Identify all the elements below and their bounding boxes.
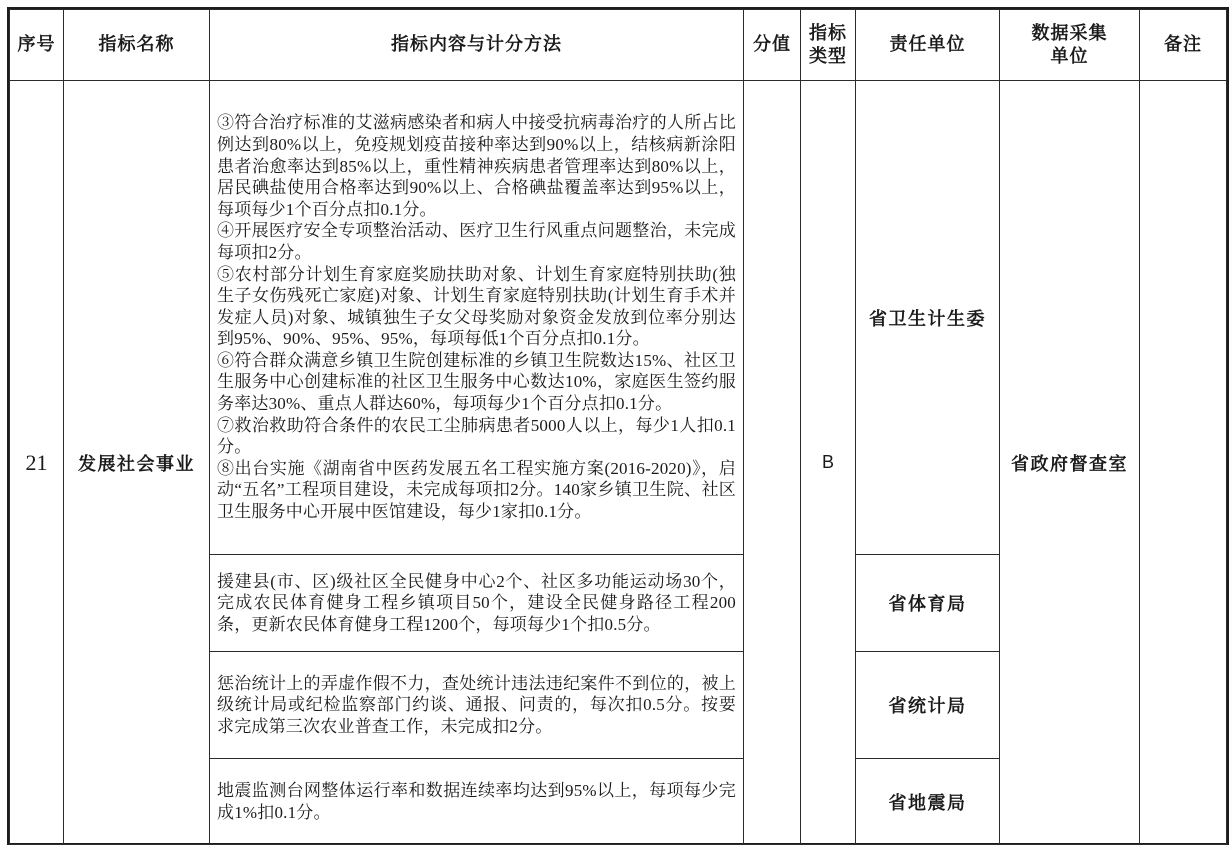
score-cell <box>744 81 801 845</box>
col-header-indicator-type <box>801 10 856 81</box>
content-paragraph-sports: 援建县(市、区)级社区全民健身中心2个、社区多功能运动场30个，完成农民体育健身工程乡镇项目50个，建设全民健身路径工程200条，更新农民体育健身工程1200个，每项每少1个扣0.5分。 <box>217 571 736 634</box>
col-header-responsible-unit: 责任单位 <box>856 10 1000 81</box>
content-paragraph-3: ③符合治疗标准的艾滋病感染者和病人中接受抗病毒治疗的人所占比例达到80%以上，免疫规划疫苗接种率达到90%以上，结核病新涂阳患者治愈率达到85%以上，重性精神疾病患者管理率达到80%以上，居民碘盐使用合格率达到90%以上、合格碘盐覆盖率达到95%以上，每项每少1个百分点扣0.1分。 <box>217 113 736 219</box>
content-paragraph-statistics: 惩治统计上的弄虚作假不力，查处统计违法违纪案件不到位的，被上级统计局或纪检监察部门约谈、通报、问责的，每次扣0.5分。按要求完成第三次农业普查工作，未完成扣2分。 <box>217 673 736 736</box>
performance-indicator-table <box>9 9 1227 845</box>
content-cell-sports <box>210 555 744 652</box>
content-paragraph-6: ⑥符合群众满意乡镇卫生院创建标准的乡镇卫生院数达15%、社区卫生服务中心创建标准的社区卫生服务中心数达10%，家庭医生签约服务率达30%、重点人群达60%，每项每少1个百分点扣0.1分。 <box>217 350 736 414</box>
indicator-table <box>7 7 1229 845</box>
responsible-unit-cell-statistics: 省统计局 <box>856 652 1000 759</box>
indicator-type-cell: B <box>801 81 856 845</box>
remark-cell <box>1140 81 1227 845</box>
content-paragraph-seismology: 地震监测台网整体运行率和数据连续率均达到95%以上，每项每少完成1%扣0.1分。 <box>217 780 736 822</box>
content-cell-statistics <box>210 652 744 759</box>
indicator-name-cell: 发展社会事业 <box>64 81 210 845</box>
col-header-indicator-type-label: 指标类型 <box>809 22 847 66</box>
content-paragraph-4: ④开展医疗安全专项整治活动、医疗卫生行风重点问题整治，未完成每项扣2分。 <box>217 221 736 262</box>
responsible-unit-cell-seismology: 省地震局 <box>856 759 1000 845</box>
col-header-content-method: 指标内容与计分方法 <box>210 10 744 81</box>
header-row <box>10 10 1227 81</box>
col-header-score: 分值 <box>744 10 801 81</box>
data-collection-unit-cell: 省政府督查室 <box>1000 81 1140 845</box>
col-header-remark: 备注 <box>1140 10 1227 81</box>
col-header-indicator-name: 指标名称 <box>64 10 210 81</box>
col-header-data-collection-unit <box>1000 10 1140 81</box>
section-row-health <box>10 81 1227 555</box>
content-paragraph-7: ⑦救治救助符合条件的农民工尘肺病患者5000人以上，每少1人扣0.1分。 <box>217 415 736 457</box>
responsible-unit-cell-health: 省卫生计生委 <box>856 81 1000 555</box>
content-paragraph-5: ⑤农村部分计划生育家庭奖励扶助对象、计划生育家庭特别扶助(独生子女伤残死亡家庭)对象、计划生育家庭特别扶助(计划生育手术并发症人员)对象、城镇独生子女父母奖励对象资金发放到位率分别达到95%、90%、95%、95%，每项每低1个百分点扣0.1分。 <box>217 264 736 349</box>
col-header-data-collection-unit-label: 数据采集单位 <box>1031 22 1108 66</box>
content-cell-seismology <box>210 759 744 845</box>
content-paragraph-8: ⑧出台实施《湖南省中医药发展五名工程实施方案(2016-2020)》，启动“五名”工程项目建设，未完成每项扣2分。140家乡镇卫生院、社区卫生服务中心开展中医馆建设，每少1家扣0.1分。 <box>217 458 736 522</box>
serial-number-cell: 21 <box>10 81 64 845</box>
content-cell-health <box>210 81 744 555</box>
col-header-serial: 序号 <box>10 10 64 81</box>
responsible-unit-cell-sports: 省体育局 <box>856 555 1000 652</box>
